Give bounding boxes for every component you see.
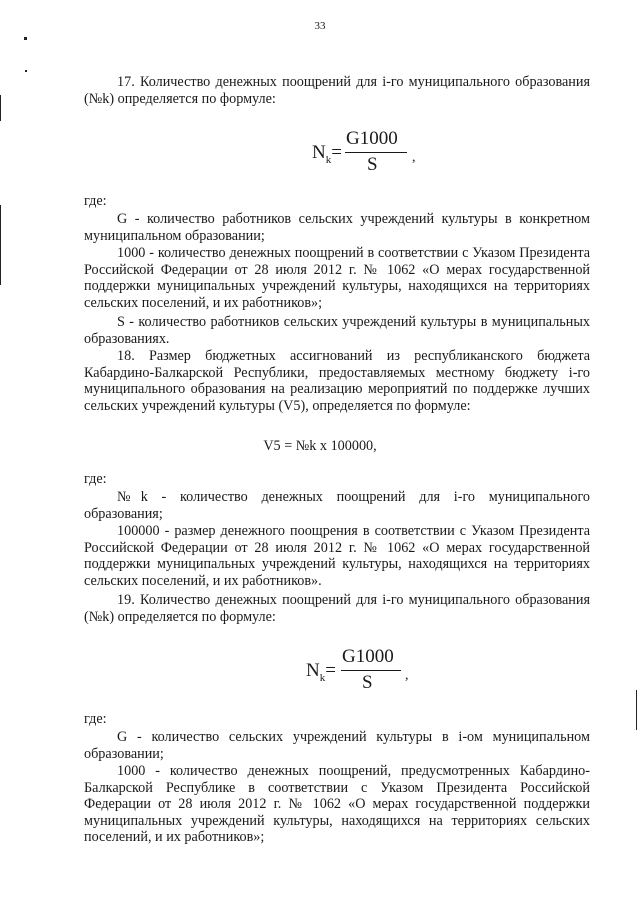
formula-trail: ,	[405, 668, 409, 683]
scan-mark	[0, 95, 1, 121]
formula-lhs: N	[312, 142, 326, 163]
paragraph-17: 17. Количество денежных поощрений для i-го муниципального образования (№k) определяется по формуле:	[84, 74, 590, 107]
definition-g-2: G - количество сельских учреждений культуры в i-ом муниципальном образовании;	[84, 729, 590, 762]
formula-numerator: G1000	[342, 646, 394, 667]
definition-nk: №k - количество денежных поощрений для i-го муниципального образования;	[84, 489, 590, 522]
formula-subscript: k	[325, 153, 332, 166]
page-number: 33	[314, 20, 326, 32]
formula-denominator: S	[362, 672, 373, 693]
where-label: где:	[84, 711, 107, 727]
definition-g: G - количество работников сельских учреждений культуры в конкретном муниципальном образовании;	[84, 211, 590, 244]
scan-mark	[636, 690, 637, 730]
formula-v5: V5 = №k x 100000,	[263, 438, 377, 454]
where-label: где:	[84, 193, 107, 209]
definition-1000-2: 1000 - количество денежных поощрений, предусмотренных Кабардино-Балкарской Республике в соответствии с Указом Президента Российской Федерации от 28 июля 2012 г. № 1062 «О мерах государственной поддержки муниципальных учреждений культуры, находящихся на территориях сельских поселений, и их работников»;	[84, 763, 590, 846]
formula-lhs: N	[306, 660, 320, 681]
scan-mark	[25, 70, 27, 72]
formula-numerator: G1000	[346, 128, 398, 149]
formula-equals: =	[325, 660, 336, 681]
formula-denominator: S	[367, 154, 378, 175]
fraction-bar	[341, 670, 401, 671]
formula-subscript: k	[319, 671, 326, 684]
definition-100000: 100000 - размер денежного поощрения в соответствии с Указом Президента Российской Федерации от 28 июля 2012 г. № 1062 «О мерах государственной поддержки муниципальных учреждений культуры, находящихся на территориях сельских поселений, и их работников».	[84, 523, 590, 589]
definition-s: S - количество работников сельских учреждений культуры в муниципальных образованиях.	[84, 314, 590, 347]
paragraph-18: 18. Размер бюджетных ассигнований из республиканского бюджета Кабардино-Балкарской Республики, предоставляемых местному бюджету i-го муниципального образования на реализацию мероприятий по поддержке лучших сельских учреждений культуры (V5), определяется по формуле:	[84, 348, 590, 414]
scan-mark	[24, 37, 27, 40]
fraction-bar	[345, 152, 407, 153]
formula-trail: ,	[412, 150, 416, 165]
where-label: где:	[84, 471, 107, 487]
definition-1000: 1000 - количество денежных поощрений в соответствии с Указом Президента Российской Федерации от 28 июля 2012 г. № 1062 «О мерах государственной поддержки муниципальных учреждений культуры, находящихся на территориях сельских поселений, и их работников»;	[84, 245, 590, 311]
formula-equals: =	[331, 142, 342, 163]
paragraph-19: 19. Количество денежных поощрений для i-го муниципального образования (№k) определяется по формуле:	[84, 592, 590, 625]
scan-mark	[0, 205, 1, 285]
